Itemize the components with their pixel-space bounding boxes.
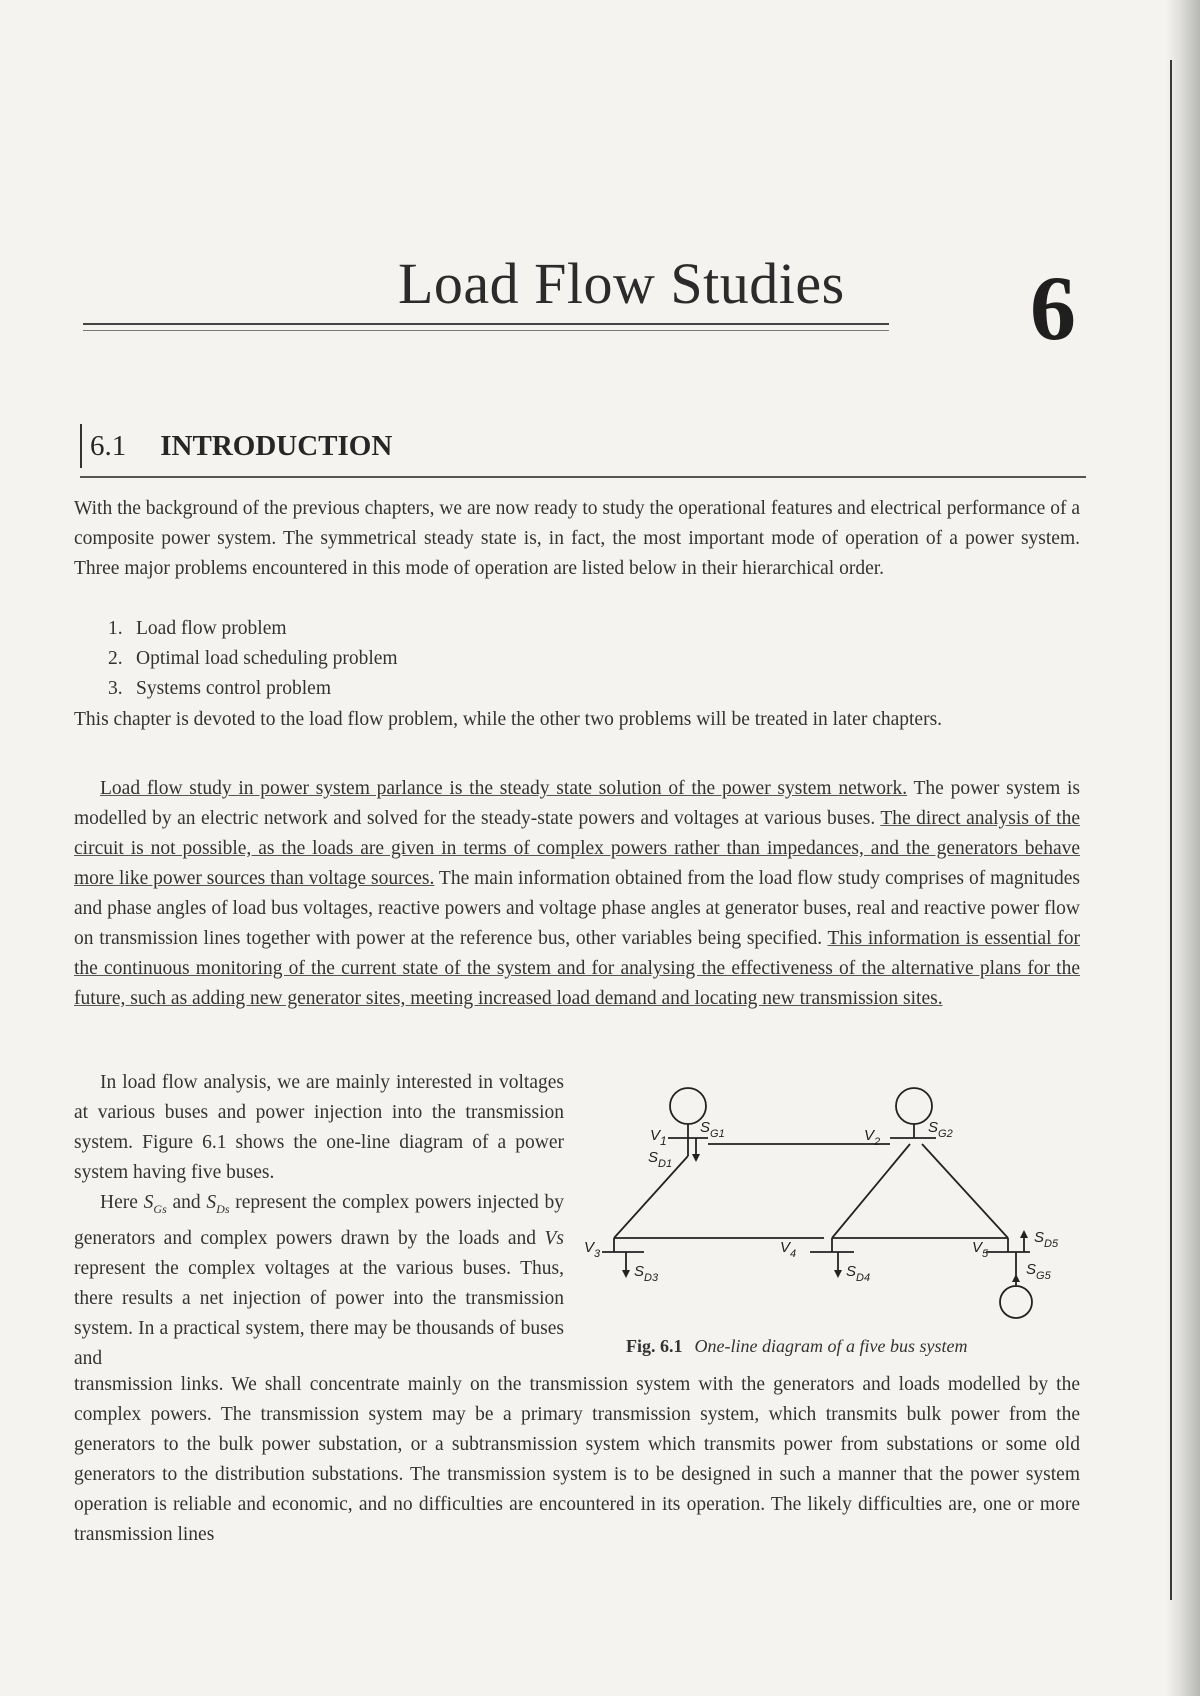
- underlined-text: The direct analysis of the circuit is not possible, as the loads are given in terms of complex powers rather than impedances, and the generators behave more like power sources than voltage sources.: [74, 808, 1080, 889]
- section-number: 6.1: [90, 430, 127, 462]
- line-2-4: [832, 1144, 910, 1238]
- line-1-3: [614, 1156, 688, 1238]
- page-binding-edge: [1170, 60, 1172, 1600]
- figure-caption-text: One-line diagram of a five bus system: [694, 1336, 968, 1356]
- figure-caption: [626, 1336, 967, 1357]
- title-rule: [83, 323, 889, 325]
- underlined-text: Load flow study in power system parlance is the steady state solution of the power system network.: [100, 778, 908, 799]
- label-SD4: $S_{D4}$: [846, 1263, 871, 1284]
- five-bus-one-line-diagram: [584, 1076, 1094, 1356]
- underlined-text: This information is essential for the continuous monitoring of the current state of the system and for analysing the effectiveness of the alternative plans for the future, such as adding new generator sites, meeting increased load demand and locating new transmission sites.: [74, 928, 1081, 1009]
- label-SG5: $S_{G5}$: [1026, 1261, 1051, 1282]
- line-2-5: [922, 1144, 1008, 1238]
- label-SG2: $S_{G2}$: [928, 1119, 953, 1140]
- figure-label: Fig. 6.1: [626, 1336, 683, 1356]
- paragraph-analysis: In load flow analysis, we are mainly interested in voltages at various buses and power injection into the transmission system. Figure 6.1 shows the one-line diagram of a power system having five buses. Here $S_{Gs}$ and $S_{Ds}$ represent the complex powers injected by generators and complex powers drawn by the loads and Vs represent the complex voltages at the various buses. Thus, there results a net injection of power into the transmission system. In a practical system, there may be thousands of buses and: [74, 1072, 565, 1369]
- section-bar: [80, 424, 82, 468]
- label-SG1: $S_{G1}$: [700, 1119, 725, 1140]
- section-title: INTRODUCTION: [160, 430, 393, 462]
- paragraph-load-flow-study: Load flow study in power system parlance is the steady state solution of the power system network. The power system is modelled by an electric network and solved for the steady-state powers and voltages at various buses. The direct analysis of the circuit is not possible, as the loads are given in terms of complex powers rather than impedances, and the generators behave more like power sources than voltage sources. The main information obtained from the load flow study comprises of magnitudes and phase angles of load bus voltages, reactive powers and voltage phase angles at generator buses, real and reactive power flow on transmission lines together with power at the reference bus, other variables being specified. This information is essential for the continuous monitoring of the current state of the system and for analysing the effectiveness of the alternative plans for the future, such as adding new generator sites, meeting increased load demand and locating new transmission sites.: [74, 778, 1081, 1009]
- label-SD5: $S_{D5}$: [1034, 1229, 1059, 1250]
- problem-list: [108, 614, 398, 704]
- generator-5-circle: [1000, 1286, 1032, 1318]
- list-item: 3. Systems control problem: [108, 678, 331, 699]
- label-V4: $V_4$: [780, 1239, 797, 1260]
- paragraph-devoted: This chapter is devoted to the load flow problem, while the other two problems will be treated in later chapters.: [74, 709, 943, 730]
- label-SD1: $S_{D1}$: [648, 1149, 673, 1170]
- list-item: 1. Load flow problem: [108, 618, 287, 639]
- label-V3: $V_3$: [584, 1239, 601, 1260]
- list-item: 2. Optimal load scheduling problem: [108, 648, 398, 669]
- label-SD3: $S_{D3}$: [634, 1263, 659, 1284]
- chapter-number: 6: [1030, 257, 1076, 359]
- section-heading: [90, 430, 392, 463]
- generator-2-circle: [896, 1088, 932, 1124]
- section-rule: [80, 476, 1086, 478]
- paragraph-transmission: transmission links. We shall concentrate mainly on the transmission system with the generators and loads modelled by the complex powers. The transmission system may be a primary transmission system, which transmits bulk power from the generators to the bulk power substation, or a subtransmission system which transmits power from substations or some old generators to the distribution substations. The transmission system is to be designed in such a manner that the power system operation is reliable and economic, and no difficulties are encountered in its operation. The likely difficulties are, one or more transmission lines: [74, 1374, 1080, 1545]
- label-V1: $V_1$: [650, 1127, 667, 1148]
- label-V5: $V_5$: [972, 1239, 989, 1260]
- paragraph-intro: With the background of the previous chapters, we are now ready to study the operational features and electrical performance of a composite power system. The symmetrical steady state is, in fact, the most important mode of operation of a power system. Three major problems encountered in this mode of operation are listed below in their hierarchical order.: [74, 498, 1080, 579]
- title-rule-thin: [83, 330, 889, 331]
- label-V2: $V_2$: [864, 1127, 881, 1148]
- chapter-title: Load Flow Studies: [398, 251, 845, 316]
